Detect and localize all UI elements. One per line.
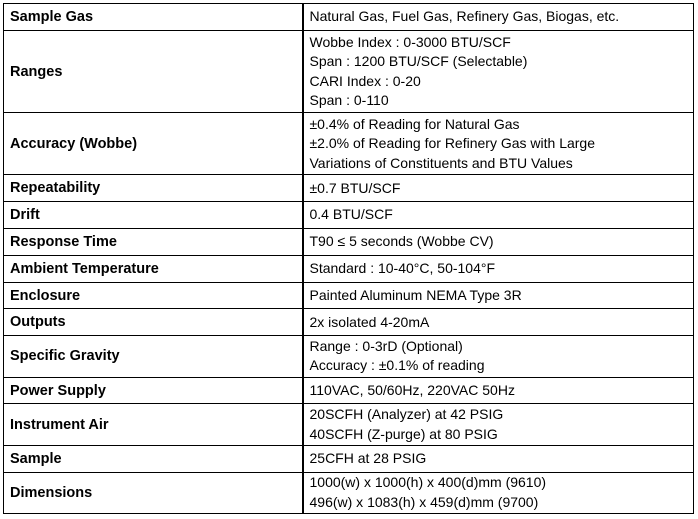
spec-row — [4, 472, 694, 513]
spec-row — [4, 255, 694, 282]
spec-value-line: Painted Aluminum NEMA Type 3R — [309, 286, 522, 303]
spec-value-line: Span : 0-110 — [309, 92, 389, 109]
spec-value-line: Variations of Constituents and BTU Values — [309, 154, 573, 171]
spec-value — [303, 282, 694, 309]
spec-value-line: ±2.0% of Reading for Refinery Gas with Large — [309, 135, 595, 152]
spec-value — [303, 113, 694, 175]
spec-row — [4, 175, 694, 202]
specifications-table — [3, 3, 694, 514]
spec-value-line: T90 ≤ 5 seconds (Wobbe CV) — [309, 233, 494, 250]
spec-label: Outputs — [4, 309, 303, 336]
spec-value-line: 2x isolated 4-20mA — [309, 313, 430, 330]
spec-value — [303, 336, 694, 377]
spec-value — [303, 445, 694, 472]
spec-value — [303, 472, 694, 513]
spec-label: Instrument Air — [4, 404, 303, 445]
spec-value — [303, 404, 694, 445]
spec-label: Enclosure — [4, 282, 303, 309]
spec-row — [4, 445, 694, 472]
spec-value-line: 496(w) x 1083(h) x 459(d)mm (9700) — [309, 493, 539, 510]
spec-value-line: ±0.4% of Reading for Natural Gas — [309, 115, 520, 132]
spec-label: Power Supply — [4, 377, 303, 404]
spec-label: Repeatability — [4, 175, 303, 202]
spec-value — [303, 309, 694, 336]
spec-value-line: 40SCFH (Z-purge) at 80 PSIG — [309, 425, 498, 442]
spec-value-line: 20SCFH (Analyzer) at 42 PSIG — [309, 406, 504, 423]
spec-label: Accuracy (Wobbe) — [4, 113, 303, 175]
spec-row — [4, 229, 694, 256]
spec-value-line: Accuracy : ±0.1% of reading — [309, 357, 485, 374]
spec-row — [4, 30, 694, 113]
spec-label: Specific Gravity — [4, 336, 303, 377]
spec-row — [4, 309, 694, 336]
spec-value — [303, 30, 694, 113]
spec-value-line: Span : 1200 BTU/SCF (Selectable) — [309, 53, 528, 70]
specifications-body — [4, 4, 694, 514]
spec-value — [303, 229, 694, 256]
spec-value-line: Wobbe Index : 0-3000 BTU/SCF — [309, 33, 511, 50]
spec-label: Dimensions — [4, 472, 303, 513]
spec-value-line: CARI Index : 0-20 — [309, 72, 421, 89]
spec-row — [4, 404, 694, 445]
spec-value — [303, 377, 694, 404]
spec-label: Sample Gas — [4, 4, 303, 31]
spec-row — [4, 282, 694, 309]
spec-label: Ambient Temperature — [4, 255, 303, 282]
spec-value — [303, 4, 694, 31]
spec-label: Ranges — [4, 30, 303, 113]
spec-value — [303, 202, 694, 229]
spec-row — [4, 113, 694, 175]
spec-value-line: 0.4 BTU/SCF — [309, 206, 393, 223]
spec-value-line: ±0.7 BTU/SCF — [309, 179, 401, 196]
spec-value-line: 1000(w) x 1000(h) x 400(d)mm (9610) — [309, 474, 547, 491]
spec-value — [303, 175, 694, 202]
spec-row — [4, 377, 694, 404]
spec-value-line: Natural Gas, Fuel Gas, Refinery Gas, Biogas, etc. — [309, 8, 620, 25]
spec-value-line: 25CFH at 28 PSIG — [309, 449, 427, 466]
spec-label: Sample — [4, 445, 303, 472]
spec-value — [303, 255, 694, 282]
spec-label: Response Time — [4, 229, 303, 256]
spec-value-line: Range : 0-3rD (Optional) — [309, 337, 463, 354]
spec-value-line: Standard : 10-40°C, 50-104°F — [309, 259, 496, 276]
spec-row — [4, 202, 694, 229]
spec-row — [4, 4, 694, 31]
spec-label: Drift — [4, 202, 303, 229]
spec-row — [4, 336, 694, 377]
spec-value-line: 110VAC, 50/60Hz, 220VAC 50Hz — [309, 381, 515, 398]
